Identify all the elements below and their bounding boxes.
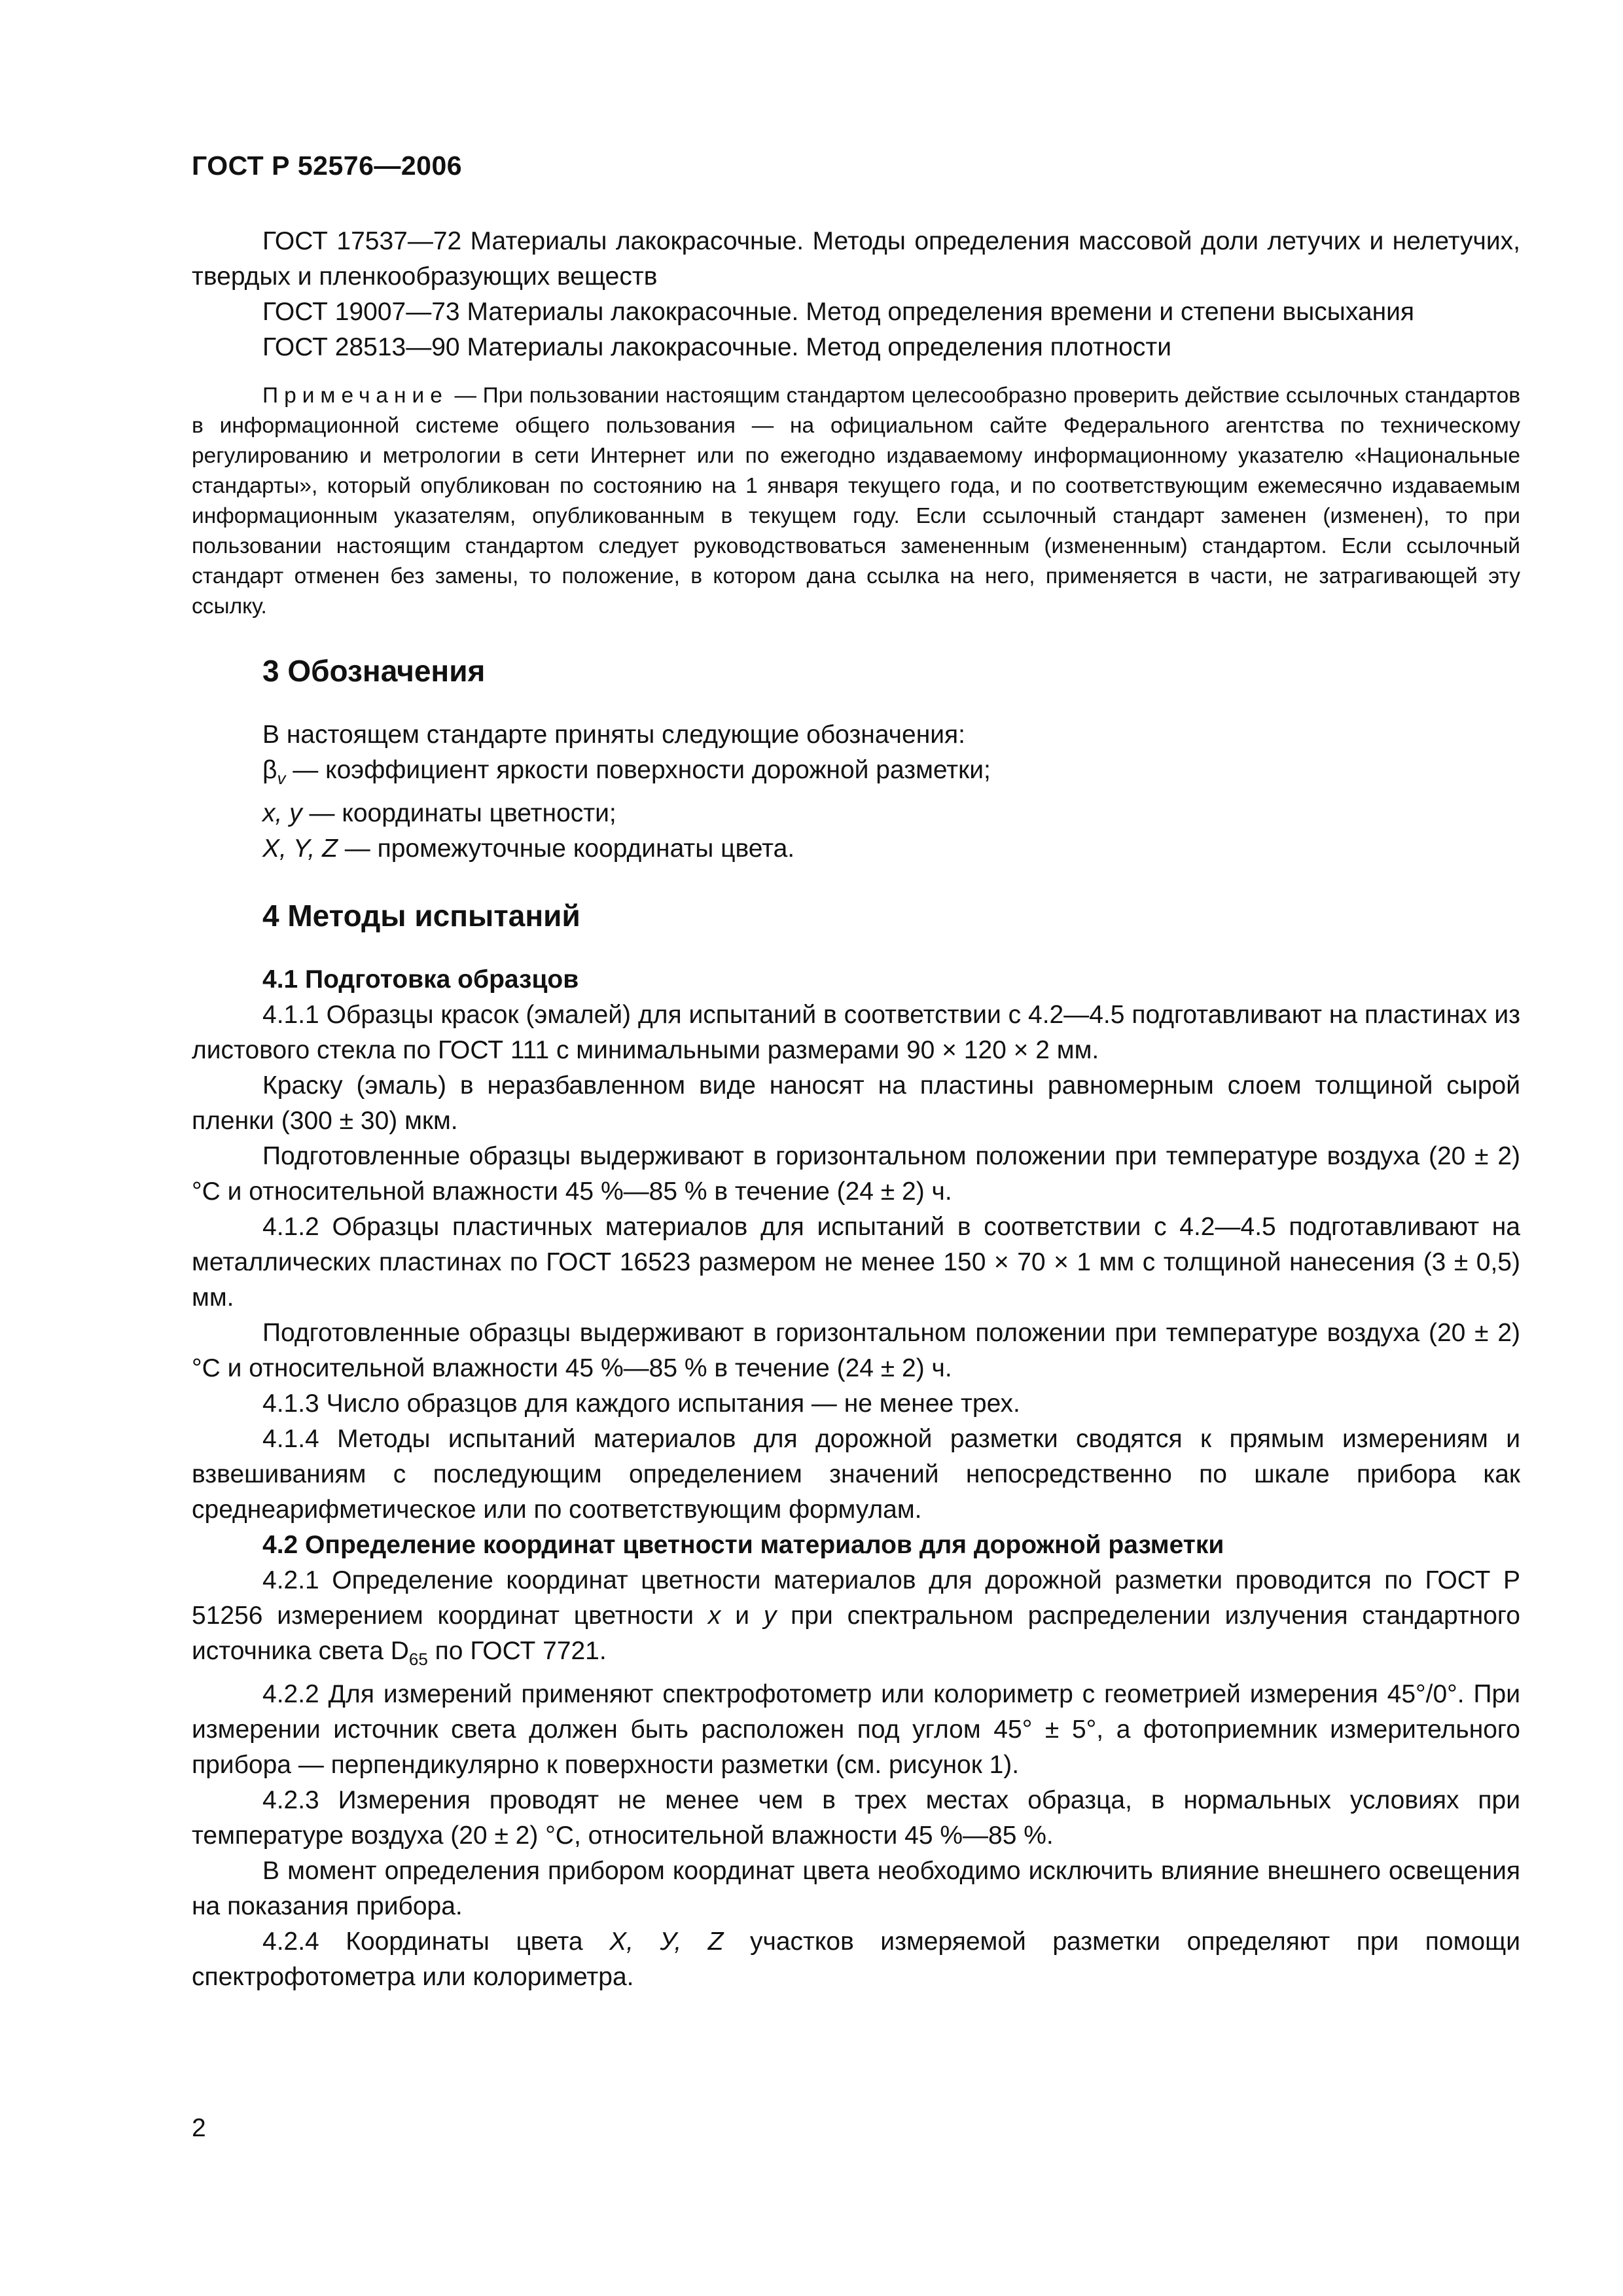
subsection-4-2-title: 4.2 Определение координат цветности материалов для дорожной разметки <box>262 1530 1224 1559</box>
ref-gost-17537: ГОСТ 17537—72 Материалы лакокрасочные. Методы определения массовой доли летучих и нелетучих, твердых и пленкообразующих веществ <box>192 227 1520 291</box>
designations-list <box>262 717 1520 867</box>
para-4-1-1: 4.1.1 Образцы красок (эмалей) для испытаний в соответствии с 4.2—4.5 подготавливают на пластинах из листового стекла по ГОСТ 111 с минимальными размерами 90 × 120 × 2 мм. <box>192 1000 1520 1064</box>
designations-intro: В настоящем стандарте приняты следующие обозначения: <box>262 721 965 749</box>
para-4-2-1: 4.2.1 Определение координат цветности материалов для дорожной разметки проводится по ГОСТ Р 51256 измерением координат цветности x и y при спектральном распределении излучения стандартного источника света $D_{65}$ по ГОСТ 7721. <box>192 1566 1520 1669</box>
note-text: — При пользовании настоящим стандартом целесообразно проверить действие ссылочных стандартов в информационной системе общего пользования — на официальном сайте Федерального агентства по техническому регулированию и метрологии в сети Интернет или по ежегодно издаваемому информационному указателю «Национальные стандарты», который опубликован по состоянию на 1 января текущего года, и по соответствующим ежемесячно издаваемым информационным указателям, опубликованным в текущем году. Если ссылочный стандарт заменен (изменен), то при пользовании настоящим стандартом следует руководствоваться замененным (измененным) стандартом. Если ссылочный стандарт отменен без замены, то положение, в котором дана ссылка на него, применяется в части, не затрагивающей эту ссылку. <box>192 384 1520 619</box>
para-4-1-1-c: Подготовленные образцы выдерживают в горизонтальном положении при температуре воздуха (20 ± 2) °С и относительной влажности 45 %—85 % в течение (24 ± 2) ч. <box>192 1141 1520 1206</box>
note-paragraph <box>192 381 1520 622</box>
section-4-title: 4 Методы испытаний <box>262 898 580 933</box>
document-page <box>192 151 1520 1995</box>
designation-xy: x, y — координаты цветности; <box>262 798 616 827</box>
note-label: Примечание <box>262 384 448 408</box>
page-number: 2 <box>192 2114 206 2142</box>
para-4-1-2: 4.1.2 Образцы пластичных материалов для испытаний в соответствии с 4.2—4.5 подготавливают на металлических пластинах по ГОСТ 16523 размером не менее 150 × 70 × 1 мм с толщиной нанесения (3 ± 0,5) мм. <box>192 1212 1520 1312</box>
subsection-4-1-title: 4.1 Подготовка образцов <box>262 965 579 994</box>
para-4-1-4: 4.1.4 Методы испытаний материалов для дорожной разметки сводятся к прямым измерениям и взвешиваниям с последующим определением значений непосредственно по шкале прибора как среднеарифметическое или по соответствующим формулам. <box>192 1424 1520 1524</box>
ref-gost-28513: ГОСТ 28513—90 Материалы лакокрасочные. Метод определения плотности <box>262 333 1171 361</box>
document-header: ГОСТ Р 52576—2006 <box>192 151 463 181</box>
designation-beta: $\beta_v$ — коэффициент яркости поверхности дорожной разметки; <box>262 756 991 788</box>
section-3-title: 3 Обозначения <box>262 654 486 688</box>
para-4-2-3-b: В момент определения прибором координат цвета необходимо исключить влияние внешнего освещения на показания прибора. <box>192 1856 1520 1920</box>
designation-xyz: X, Y, Z — промежуточные координаты цвета. <box>262 834 795 863</box>
para-4-1-3: 4.1.3 Число образцов для каждого испытания — не менее трех. <box>262 1389 1020 1418</box>
para-4-2-4: 4.2.4 Координаты цвета X, У, Z участков измеряемой разметки определяют при помощи спектрофотометра или колориметра. <box>192 1927 1520 1991</box>
para-4-1-2-b: Подготовленные образцы выдерживают в горизонтальном положении при температуре воздуха (20 ± 2) °С и относительной влажности 45 %—85 % в течение (24 ± 2) ч. <box>192 1318 1520 1382</box>
ref-gost-19007: ГОСТ 19007—73 Материалы лакокрасочные. Метод определения времени и степени высыхания <box>262 298 1415 326</box>
para-4-2-2: 4.2.2 Для измерений применяют спектрофотометр или колориметр с геометрией измерения 45°/0°. При измерении источник света должен быть расположен под углом 45° ± 5°, а фотоприемник измерительного прибора — перпендикулярно к поверхности разметки (см. рисунок 1). <box>192 1679 1520 1779</box>
para-4-1-1-b: Краску (эмаль) в неразбавленном виде наносят на пластины равномерным слоем толщиной сырой пленки (300 ± 30) мкм. <box>192 1071 1520 1135</box>
para-4-2-3: 4.2.3 Измерения проводят не менее чем в трех местах образца, в нормальных условиях при температуре воздуха (20 ± 2) °С, относительной влажности 45 %—85 %. <box>192 1785 1520 1850</box>
